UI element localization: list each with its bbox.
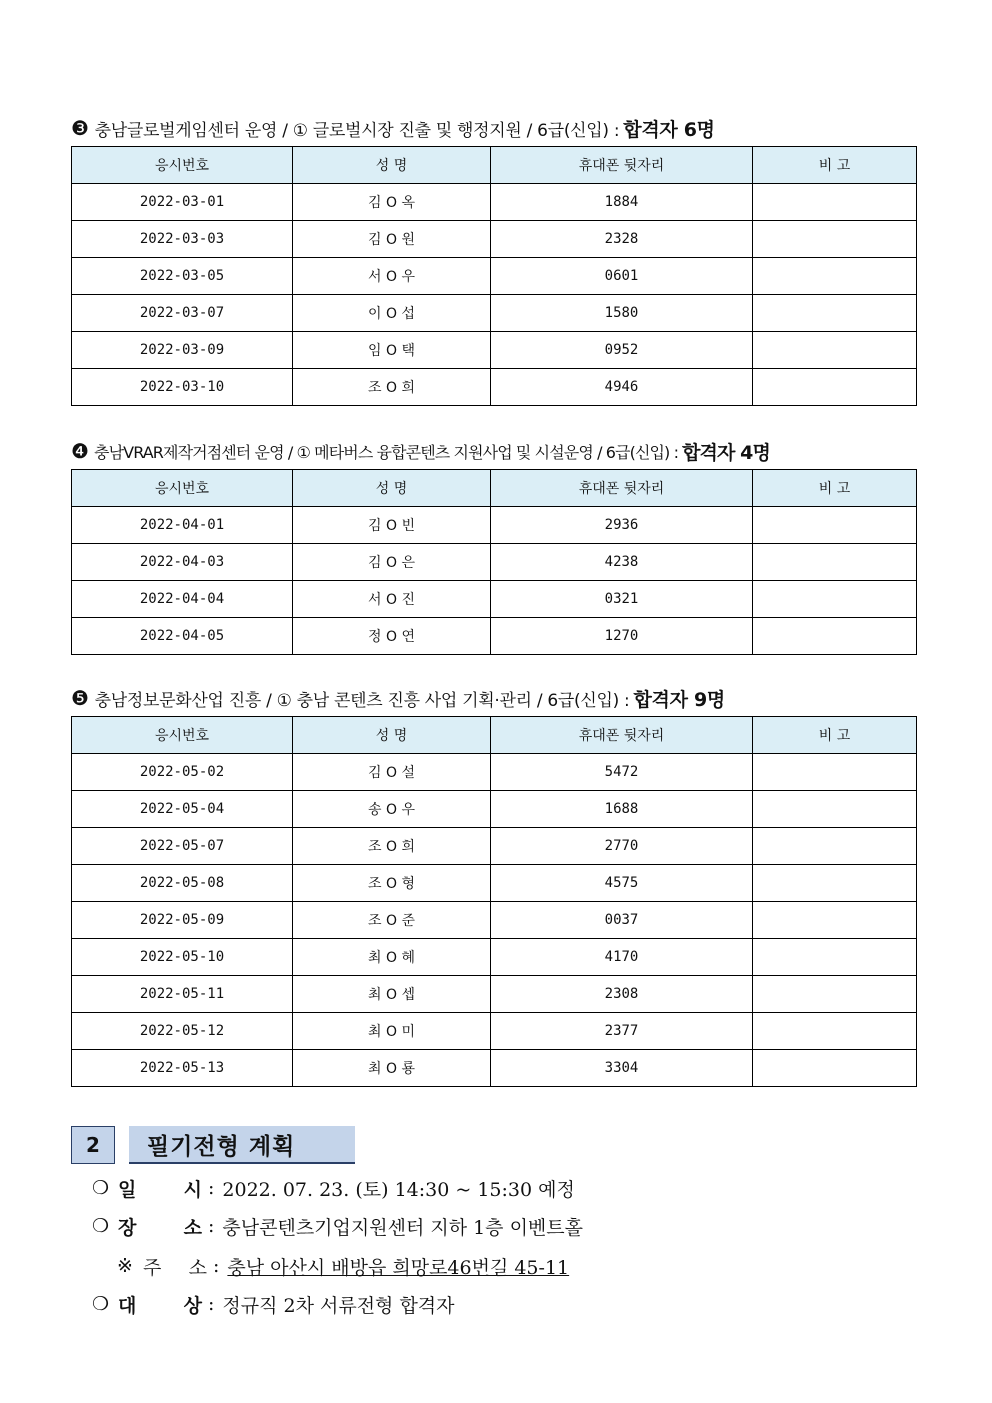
table-header-row [72,147,917,184]
table-row [72,791,917,828]
remark [753,581,917,618]
applicant-name: 조 O 형 [293,865,491,902]
remark [753,295,917,332]
table-row [72,1013,917,1050]
header-phone: 휴대폰 뒷자리 [491,717,753,754]
plan-item-date: ❍ 일 시 : 2022. 07. 23. (토) 14:30 ~ 15:30 예정 [92,1174,575,1202]
section-title [71,684,916,712]
plan-label: 일 시 [118,1178,202,1201]
exam-number: 2022-04-01 [72,507,293,544]
exam-number: 2022-05-04 [72,791,293,828]
remark [753,939,917,976]
exam-number: 2022-03-01 [72,184,293,221]
remark [753,369,917,406]
applicant-name: 최 O 미 [293,1013,491,1050]
circle-bullet-icon: ❍ [92,1293,110,1315]
table-row [72,184,917,221]
phone-digits: 2770 [491,828,753,865]
remark [753,902,917,939]
table-row [72,295,917,332]
header-exam-number: 응시번호 [72,717,293,754]
applicant-name: 임 O 택 [293,332,491,369]
plan-label: 주 소 [143,1256,207,1279]
remark [753,544,917,581]
plan-value: 정규직 2차 서류전형 합격자 [222,1294,455,1317]
table-row [72,865,917,902]
exam-number: 2022-03-05 [72,258,293,295]
plan-item-address: ※ 주 소 : 충남 아산시 배방읍 희망로46번길 45-11 [117,1252,569,1280]
applicant-name: 김 O 빈 [293,507,491,544]
circle-bullet-icon: ❍ [92,1215,110,1237]
section-title-text: 충남VRAR제작거점센터 운영 / ① 메타버스 융합콘텐츠 지원사업 및 시설운영 / 6급(신입) : [94,442,679,462]
plan-label: 장 소 [118,1216,202,1239]
plan-label: 대 상 [118,1294,202,1317]
plan-value: 충남 아산시 배방읍 희망로46번길 45-11 [227,1256,570,1279]
phone-digits: 1884 [491,184,753,221]
remark [753,828,917,865]
applicant-name: 김 O 원 [293,221,491,258]
plan-value: 2022. 07. 23. (토) 14:30 ~ 15:30 예정 [222,1178,575,1201]
section-title [71,114,916,142]
table-row [72,754,917,791]
table-row [72,828,917,865]
applicant-name: 송 O 우 [293,791,491,828]
applicant-name: 이 O 섭 [293,295,491,332]
remark [753,976,917,1013]
header-remark: 비 고 [753,470,917,507]
table-row [72,544,917,581]
applicant-name: 조 O 준 [293,902,491,939]
exam-number: 2022-05-11 [72,976,293,1013]
remark [753,258,917,295]
exam-number: 2022-05-07 [72,828,293,865]
header-name: 성 명 [293,147,491,184]
phone-digits: 0952 [491,332,753,369]
table-row [72,618,917,655]
header-remark: 비 고 [753,147,917,184]
table-row [72,939,917,976]
header-name: 성 명 [293,717,491,754]
exam-number: 2022-05-10 [72,939,293,976]
remark [753,754,917,791]
applicant-name: 김 O 옥 [293,184,491,221]
section-number: ❺ [71,686,89,710]
exam-number: 2022-04-05 [72,618,293,655]
remark [753,791,917,828]
exam-number: 2022-03-03 [72,221,293,258]
remark [753,507,917,544]
phone-digits: 2308 [491,976,753,1013]
table-row [72,581,917,618]
phone-digits: 1270 [491,618,753,655]
applicant-name: 조 O 희 [293,369,491,406]
phone-digits: 4575 [491,865,753,902]
phone-digits: 3304 [491,1050,753,1087]
phone-digits: 1580 [491,295,753,332]
phone-digits: 5472 [491,754,753,791]
table-row [72,221,917,258]
remark [753,221,917,258]
applicant-name: 최 O 셉 [293,976,491,1013]
phone-digits: 0601 [491,258,753,295]
applicant-name: 서 O 진 [293,581,491,618]
header-exam-number: 응시번호 [72,470,293,507]
exam-number: 2022-05-02 [72,754,293,791]
result-table [71,716,917,1087]
header-name: 성 명 [293,470,491,507]
remark [753,1050,917,1087]
section-title [71,437,916,465]
circle-bullet-icon: ❍ [92,1177,110,1199]
table-row [72,507,917,544]
phone-digits: 2328 [491,221,753,258]
header-remark: 비 고 [753,717,917,754]
plan-item-place: ❍ 장 소 : 충남콘텐츠기업지원센터 지하 1층 이벤트홀 [92,1212,583,1240]
plan-title: 필기전형 계획 [129,1126,355,1164]
table-row [72,902,917,939]
plan-value: 충남콘텐츠기업지원센터 지하 1층 이벤트홀 [222,1216,583,1239]
exam-number: 2022-04-04 [72,581,293,618]
exam-number: 2022-03-09 [72,332,293,369]
table-row [72,369,917,406]
table-row [72,976,917,1013]
exam-number: 2022-05-08 [72,865,293,902]
exam-number: 2022-03-07 [72,295,293,332]
section-number: ❸ [71,116,89,140]
section-result: 합격자 6명 [623,118,715,141]
phone-digits: 0321 [491,581,753,618]
applicant-name: 조 O 희 [293,828,491,865]
phone-digits: 4238 [491,544,753,581]
applicant-name: 서 O 우 [293,258,491,295]
applicant-name: 김 O 은 [293,544,491,581]
section-3 [71,114,916,406]
exam-number: 2022-05-09 [72,902,293,939]
table-row [72,1050,917,1087]
plan-number: 2 [71,1126,115,1164]
applicant-name: 최 O 룡 [293,1050,491,1087]
remark [753,1013,917,1050]
exam-number: 2022-03-10 [72,369,293,406]
remark [753,618,917,655]
phone-digits: 2936 [491,507,753,544]
section-title-text: 충남글로벌게임센터 운영 / ① 글로벌시장 진출 및 행정지원 / 6급(신입) : [94,120,620,141]
section-number: ❹ [71,439,89,463]
table-header-row [72,717,917,754]
section-4 [71,437,916,655]
section-result: 합격자 4명 [682,441,770,464]
exam-number: 2022-04-03 [72,544,293,581]
section-5 [71,684,916,1087]
phone-digits: 0037 [491,902,753,939]
result-table [71,469,917,655]
remark [753,184,917,221]
table-row [72,258,917,295]
exam-number: 2022-05-13 [72,1050,293,1087]
plan-item-target: ❍ 대 상 : 정규직 2차 서류전형 합격자 [92,1290,455,1318]
applicant-name: 최 O 혜 [293,939,491,976]
header-exam-number: 응시번호 [72,147,293,184]
table-header-row [72,470,917,507]
remark [753,865,917,902]
exam-number: 2022-05-12 [72,1013,293,1050]
phone-digits: 4170 [491,939,753,976]
applicant-name: 정 O 연 [293,618,491,655]
header-phone: 휴대폰 뒷자리 [491,470,753,507]
result-table [71,146,917,406]
header-phone: 휴대폰 뒷자리 [491,147,753,184]
section-title-text: 충남정보문화산업 진흥 / ① 충남 콘텐츠 진흥 사업 기획·관리 / 6급(신입) : [94,690,630,711]
section-result: 합격자 9명 [633,688,725,711]
plan-header [71,1126,355,1164]
phone-digits: 2377 [491,1013,753,1050]
reference-mark-icon: ※ [117,1255,133,1277]
applicant-name: 김 O 설 [293,754,491,791]
phone-digits: 4946 [491,369,753,406]
phone-digits: 1688 [491,791,753,828]
table-row [72,332,917,369]
remark [753,332,917,369]
